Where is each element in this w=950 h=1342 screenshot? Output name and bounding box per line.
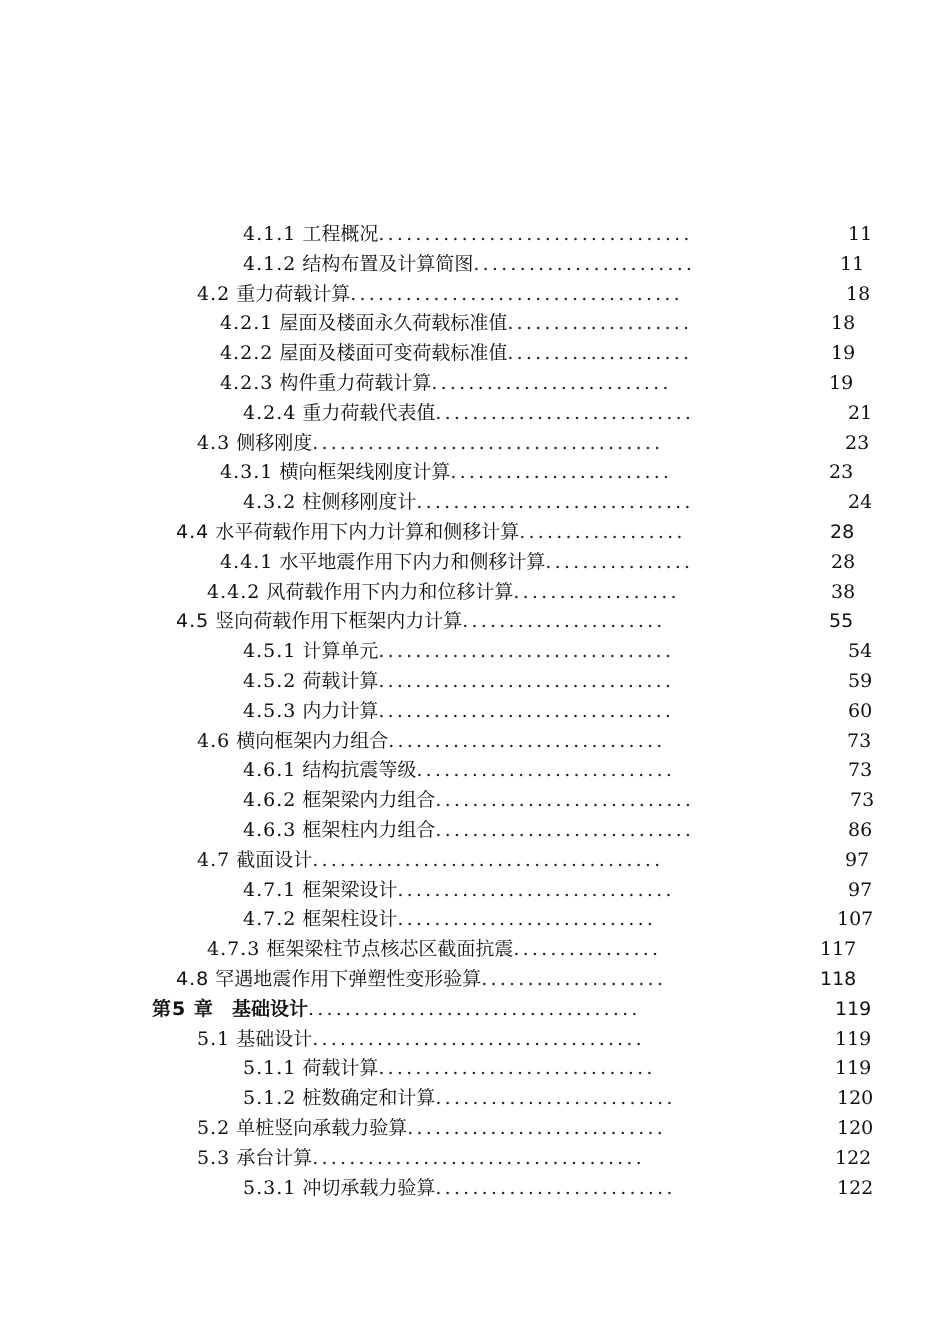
toc-entry-page: 11 <box>848 223 873 245</box>
toc-entry-page: 21 <box>848 401 873 424</box>
dot-leader: .......................... <box>435 1087 676 1110</box>
toc-entry-number: 4.3.2 <box>243 491 297 514</box>
toc-entry-number: 4.1.2 <box>243 252 297 275</box>
dot-leader: ........................ <box>450 461 673 484</box>
toc-entry[interactable] <box>0 756 950 786</box>
toc-entry-number: 4.6.3 <box>243 818 297 841</box>
toc-entry-page: 73 <box>848 759 873 782</box>
dot-leader: .......................... <box>431 371 672 394</box>
toc-entry-page: 97 <box>848 878 873 901</box>
toc-entry[interactable] <box>0 250 950 280</box>
toc-entry-title: 单桩竖向承载力验算 <box>236 1116 408 1139</box>
toc-entry-text <box>152 995 641 1025</box>
toc-entry-text <box>220 339 692 369</box>
toc-entry-text <box>243 637 674 667</box>
toc-entry-title: 水平荷载作用下内力计算和侧移计算 <box>215 520 520 543</box>
toc-entry-number: 5.3 <box>197 1146 231 1169</box>
toc-entry-text <box>220 369 672 399</box>
toc-entry-title: 内力计算 <box>302 699 379 722</box>
table-of-contents <box>0 220 950 1203</box>
dot-leader: .................................. <box>378 223 693 245</box>
toc-entry[interactable] <box>0 1144 950 1174</box>
dot-leader: .................... <box>507 342 693 365</box>
dot-leader: .................... <box>507 312 693 335</box>
toc-entry[interactable] <box>0 876 950 906</box>
toc-entry-number: 4.4 <box>176 520 210 543</box>
toc-entry-title: 横向框架线刚度计算 <box>279 461 451 484</box>
dot-leader: ................ <box>545 550 694 573</box>
dot-leader: .................................... <box>307 997 641 1020</box>
dot-leader: .............................. <box>388 729 666 752</box>
toc-entry-number: 4.7.3 <box>207 938 261 961</box>
toc-entry-title: 结构布置及计算简图 <box>302 252 474 275</box>
dot-leader: ................................ <box>378 699 675 722</box>
toc-entry-title: 侧移刚度 <box>236 431 313 454</box>
dot-leader: .................. <box>513 580 680 603</box>
toc-entry-text <box>197 727 665 757</box>
toc-entry-text <box>243 697 674 727</box>
toc-entry[interactable] <box>0 846 950 876</box>
toc-entry-text <box>220 309 692 339</box>
toc-entry-title: 罕遇地震作用下弹塑性变形验算 <box>215 967 482 990</box>
toc-entry-page: 60 <box>848 699 873 722</box>
toc-entry-title: 结构抗震等级 <box>302 759 417 782</box>
toc-entry-number: 5.1.2 <box>243 1087 297 1110</box>
toc-entry-number: 4.2.3 <box>220 371 274 394</box>
toc-entry-title: 荷载计算 <box>302 669 379 692</box>
toc-entry[interactable] <box>0 1054 950 1084</box>
dot-leader: ............................ <box>397 908 657 931</box>
toc-entry-number: 4.7.1 <box>243 878 297 901</box>
toc-entry-title: 柱侧移刚度计 <box>302 491 417 514</box>
toc-entry-page: 19 <box>831 342 856 365</box>
toc-entry-text <box>243 1174 676 1204</box>
dot-leader: ............................ <box>435 818 695 841</box>
toc-entry-text <box>197 1144 645 1174</box>
toc-entry[interactable] <box>0 1174 950 1204</box>
dot-leader: .................................... <box>312 1146 645 1169</box>
toc-entry-title: 重力荷载代表值 <box>302 401 436 424</box>
toc-entry-page: 19 <box>829 371 854 394</box>
toc-entry[interactable] <box>0 280 950 310</box>
toc-entry-number: 4.5 <box>176 610 210 633</box>
toc-entry-page: 18 <box>846 282 871 305</box>
toc-entry-page: 117 <box>820 938 857 961</box>
toc-entry-page: 119 <box>835 997 872 1020</box>
toc-entry-text <box>197 1025 645 1055</box>
toc-entry-title: 框架柱内力组合 <box>302 818 436 841</box>
toc-entry-page: 24 <box>848 491 873 514</box>
toc-entry-title: 框架梁设计 <box>302 878 398 901</box>
dot-leader: .......................... <box>435 1176 676 1199</box>
toc-entry-number: 5.3.1 <box>243 1176 297 1199</box>
toc-entry-title: 构件重力荷载计算 <box>279 371 432 394</box>
toc-entry-page: 54 <box>848 640 873 663</box>
toc-entry-page: 97 <box>845 848 870 871</box>
dot-leader: ........................ <box>473 252 696 275</box>
toc-entry-text <box>243 756 675 786</box>
dot-leader: ................................ <box>378 640 675 663</box>
toc-entry-number: 5.1.1 <box>243 1057 297 1080</box>
toc-entry-page: 122 <box>835 1146 872 1169</box>
toc-entry-number: 4.2.2 <box>220 342 274 365</box>
toc-entry-text <box>243 667 674 697</box>
toc-entry-page: 120 <box>837 1087 874 1110</box>
toc-entry-number: 4.8 <box>176 967 210 990</box>
toc-entry-number: 4.4.1 <box>220 550 274 573</box>
toc-entry-page: 18 <box>831 312 856 335</box>
toc-entry-number: 4.6 <box>197 729 231 752</box>
toc-entry-title: 桩数确定和计算 <box>302 1087 436 1110</box>
toc-entry[interactable] <box>0 727 950 757</box>
toc-entry[interactable] <box>0 1084 950 1114</box>
toc-entry[interactable] <box>0 220 950 250</box>
toc-entry[interactable] <box>0 607 950 637</box>
toc-entry-title: 框架梁内力组合 <box>302 789 436 812</box>
toc-entry-number: 4.6.2 <box>243 789 297 812</box>
toc-entry-number: 4.7 <box>197 848 231 871</box>
toc-entry[interactable] <box>0 667 950 697</box>
toc-entry-page: 107 <box>837 908 874 931</box>
dot-leader: .................................... <box>350 282 683 305</box>
toc-entry-number: 4.3 <box>197 431 231 454</box>
dot-leader: .................. <box>519 520 686 543</box>
toc-entry-title: 屋面及楼面永久荷载标准值 <box>279 312 508 335</box>
toc-entry[interactable] <box>0 697 950 727</box>
toc-entry-text <box>197 280 683 310</box>
toc-entry-page: 23 <box>845 431 870 454</box>
toc-entry-page: 59 <box>848 669 873 692</box>
toc-entry-title: 水平地震作用下内力和侧移计算 <box>279 550 546 573</box>
toc-entry[interactable] <box>0 399 950 429</box>
toc-entry[interactable] <box>0 995 950 1025</box>
toc-entry-title: 横向框架内力组合 <box>236 729 389 752</box>
toc-entry-page: 23 <box>829 461 854 484</box>
toc-entry-text <box>243 786 694 816</box>
toc-entry-text <box>197 1114 666 1144</box>
dot-leader: ............................ <box>435 401 695 424</box>
toc-entry-page: 38 <box>831 580 856 603</box>
toc-entry-page: 11 <box>840 252 865 275</box>
toc-entry-title: 框架梁柱节点核芯区截面抗震 <box>266 938 514 961</box>
dot-leader: .............................. <box>378 1057 656 1080</box>
toc-entry-title: 工程概况 <box>302 223 379 245</box>
dot-leader: ...................... <box>462 610 666 633</box>
toc-entry-number: 4.5.2 <box>243 669 297 692</box>
toc-entry[interactable] <box>0 1025 950 1055</box>
toc-entry[interactable] <box>0 1114 950 1144</box>
toc-entry-title: 基础设计 <box>236 1027 313 1050</box>
toc-entry-page: 73 <box>850 789 875 812</box>
toc-entry-text <box>220 458 672 488</box>
toc-entry-text <box>243 1084 676 1114</box>
toc-entry-text <box>220 548 693 578</box>
dot-leader: .............................. <box>416 491 694 514</box>
toc-entry-text <box>243 876 675 906</box>
toc-entry-number: 4.2 <box>197 282 231 305</box>
toc-entry-page: 119 <box>835 1057 872 1080</box>
dot-leader: ............................ <box>407 1116 666 1139</box>
toc-entry[interactable] <box>0 369 950 399</box>
toc-entry-text <box>243 1054 656 1084</box>
toc-entry-number: 4.3.1 <box>220 461 274 484</box>
toc-entry[interactable] <box>0 816 950 846</box>
toc-entry-title: 计算单元 <box>302 640 379 663</box>
toc-entry-title: 框架柱设计 <box>302 908 398 931</box>
toc-entry-page: 86 <box>848 818 873 841</box>
dot-leader: ................ <box>513 938 662 961</box>
toc-entry[interactable] <box>0 637 950 667</box>
toc-entry-number: 4.6.1 <box>243 759 297 782</box>
toc-entry-text <box>207 578 680 608</box>
toc-entry[interactable] <box>0 578 950 608</box>
toc-entry-text <box>243 816 694 846</box>
toc-entry-number: 4.1.1 <box>243 223 297 245</box>
toc-entry-number: 第5 章 <box>152 997 214 1020</box>
dot-leader: .................... <box>481 967 667 990</box>
toc-entry[interactable] <box>0 429 950 459</box>
toc-entry-number: 4.2.4 <box>243 401 297 424</box>
toc-entry-page: 28 <box>830 520 855 543</box>
toc-entry-text <box>197 846 663 876</box>
toc-entry-text <box>243 905 656 935</box>
toc-entry-page: 122 <box>837 1176 874 1199</box>
toc-entry-page: 120 <box>837 1116 874 1139</box>
dot-leader: .............................. <box>397 878 675 901</box>
toc-entry-title: 重力荷载计算 <box>236 282 351 305</box>
toc-entry[interactable] <box>0 309 950 339</box>
toc-entry-title: 屋面及楼面可变荷载标准值 <box>279 342 508 365</box>
toc-entry-title: 风荷载作用下内力和位移计算 <box>266 580 514 603</box>
toc-entry-text <box>243 250 695 280</box>
toc-entry-title: 截面设计 <box>236 848 313 871</box>
toc-entry[interactable] <box>0 905 950 935</box>
toc-entry-page: 73 <box>847 729 872 752</box>
toc-entry-page: 28 <box>831 550 856 573</box>
toc-entry[interactable] <box>0 548 950 578</box>
toc-entry[interactable] <box>0 786 950 816</box>
dot-leader: ................................ <box>378 669 675 692</box>
toc-entry-title: 竖向荷载作用下框架内力计算 <box>215 610 463 633</box>
toc-entry-number: 4.5.1 <box>243 640 297 663</box>
dot-leader: ............................ <box>435 789 695 812</box>
toc-entry-text <box>207 935 661 965</box>
toc-entry-number: 5.2 <box>197 1116 231 1139</box>
toc-entry-number: 4.2.1 <box>220 312 274 335</box>
toc-entry-text <box>243 488 694 518</box>
toc-entry-page: 119 <box>835 1027 872 1050</box>
toc-entry-text <box>243 399 694 429</box>
toc-entry[interactable] <box>0 458 950 488</box>
toc-entry-page: 55 <box>829 610 854 633</box>
toc-entry-title: 基础设计 <box>231 997 308 1020</box>
toc-entry[interactable] <box>0 965 950 995</box>
toc-entry-page: 118 <box>820 967 857 990</box>
toc-entry-title: 冲切承载力验算 <box>302 1176 436 1199</box>
dot-leader: ...................................... <box>312 431 664 454</box>
toc-entry-text <box>176 518 686 548</box>
toc-entry[interactable] <box>0 935 950 965</box>
toc-entry-text <box>243 220 693 250</box>
toc-entry-number: 4.7.2 <box>243 908 297 931</box>
toc-entry-text <box>176 607 666 637</box>
toc-entry-text <box>197 429 663 459</box>
toc-entry[interactable] <box>0 518 950 548</box>
toc-entry-number: 4.5.3 <box>243 699 297 722</box>
toc-entry[interactable] <box>0 339 950 369</box>
toc-entry-number: 4.4.2 <box>207 580 261 603</box>
dot-leader: ...................................... <box>312 848 664 871</box>
dot-leader: .................................... <box>312 1027 645 1050</box>
toc-entry-title: 承台计算 <box>236 1146 313 1169</box>
toc-entry[interactable] <box>0 488 950 518</box>
toc-entry-number: 5.1 <box>197 1027 231 1050</box>
dot-leader: ............................ <box>416 759 676 782</box>
toc-entry-title: 荷载计算 <box>302 1057 379 1080</box>
toc-entry-text <box>176 965 666 995</box>
